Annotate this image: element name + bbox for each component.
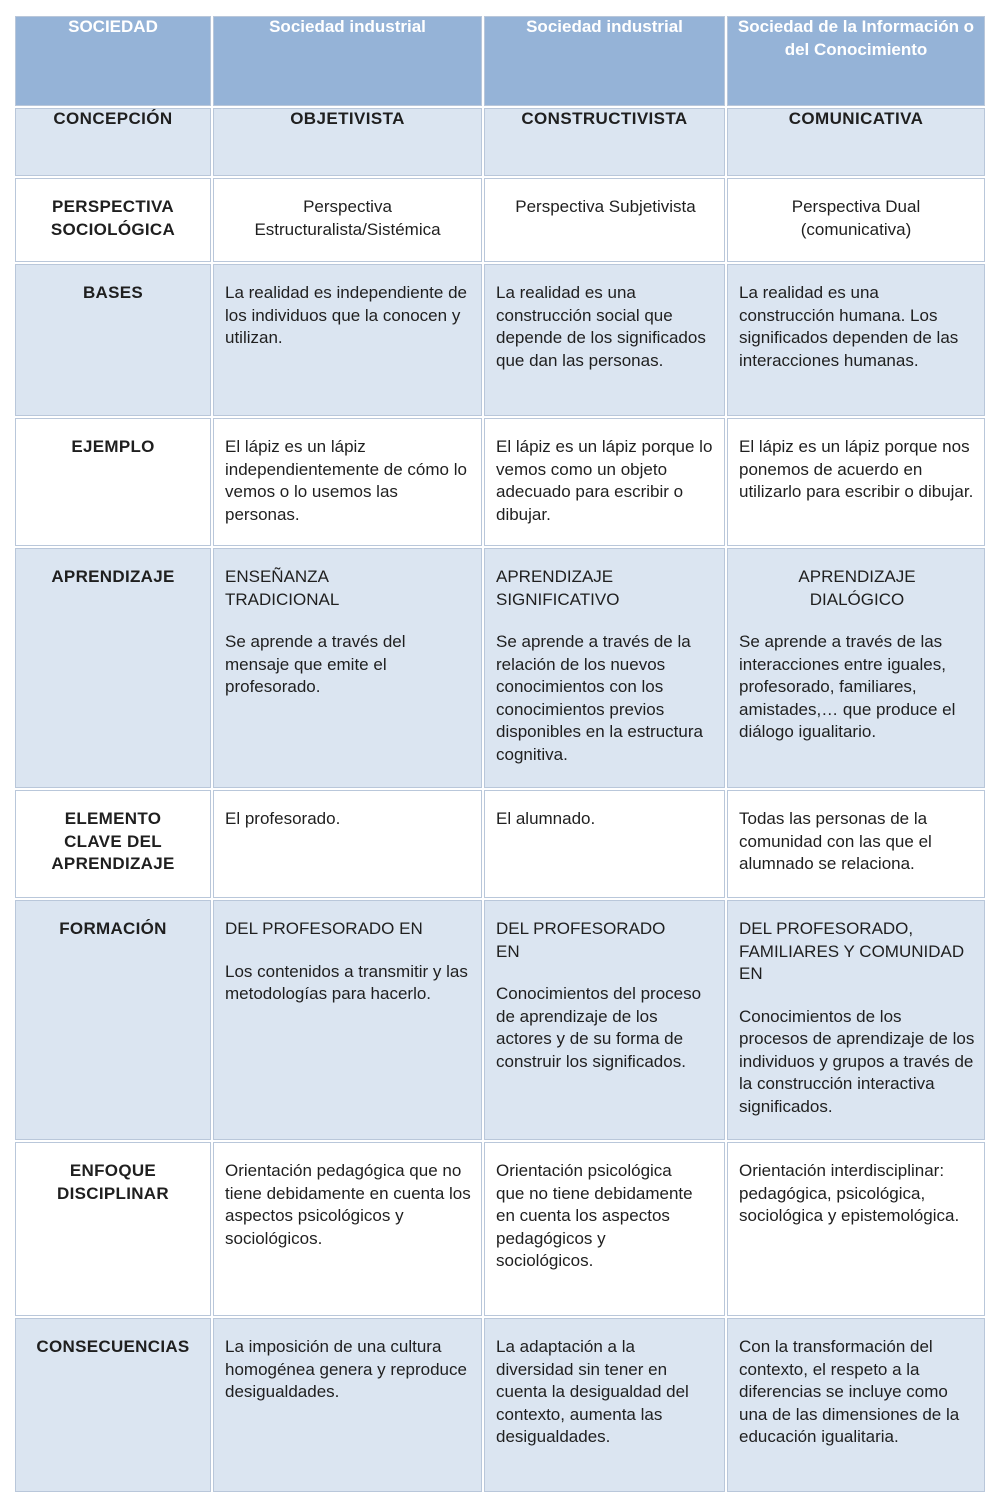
cell-bases-2: La realidad es una construcción social que depende de los significados que dan las personas. [483, 263, 726, 417]
cell-concepcion-constructivista: CONSTRUCTIVISTA [483, 107, 726, 177]
row-aprendizaje [14, 547, 986, 789]
cell-elemento-1: El profesorado. [212, 789, 483, 899]
cell-aprendizaje-1 [212, 547, 483, 789]
row-perspectiva [14, 177, 986, 263]
comparison-table [13, 14, 987, 1494]
header-sociedad-informacion: Sociedad de la Información o del Conocimiento [726, 15, 986, 107]
row-label-elemento: ELEMENTO CLAVE DEL APRENDIZAJE [14, 789, 212, 899]
row-label-consecuencias: CONSECUENCIAS [14, 1317, 212, 1493]
cell-consecuencias-3: Con la transformación del contexto, el respeto a la diferencias se incluye como una de las dimensiones de la educación igualitaria. [726, 1317, 986, 1493]
cell-enfoque-2: Orientación psicológica que no tiene debidamente en cuenta los aspectos pedagógicos y sociológicos. [483, 1141, 726, 1317]
row-label-concepcion: CONCEPCIÓN [14, 107, 212, 177]
row-label-bases: BASES [14, 263, 212, 417]
row-label-enfoque: ENFOQUE DISCIPLINAR [14, 1141, 212, 1317]
cell-aprendizaje-2 [483, 547, 726, 789]
aprendizaje-body-3: Se aprende a través de las interacciones entre iguales, profesorado, familiares, amistades,… que produce el diálogo igualitario. [739, 632, 956, 741]
cell-perspectiva-2: Perspectiva Subjetivista [483, 177, 726, 263]
aprendizaje-title-1: ENSEÑANZA TRADICIONAL [225, 567, 340, 609]
cell-aprendizaje-3 [726, 547, 986, 789]
row-label-aprendizaje: APRENDIZAJE [14, 547, 212, 789]
cell-consecuencias-2: La adaptación a la diversidad sin tener en cuenta la desigualdad del contexto, aumenta las desigualdades. [483, 1317, 726, 1493]
cell-perspectiva-1: Perspectiva Estructuralista/Sistémica [212, 177, 483, 263]
header-sociedad-industrial-1: Sociedad industrial [212, 15, 483, 107]
cell-ejemplo-1: El lápiz es un lápiz independientemente de cómo lo vemos o lo usemos las personas. [212, 417, 483, 547]
row-label-perspectiva: PERSPECTIVA SOCIOLÓGICA [14, 177, 212, 263]
row-consecuencias [14, 1317, 986, 1493]
cell-bases-3: La realidad es una construcción humana. Los significados dependen de las interacciones humanas. [726, 263, 986, 417]
cell-enfoque-3: Orientación interdisciplinar: pedagógica, psicológica, sociológica y epistemológica. [726, 1141, 986, 1317]
formacion-body-1: Los contenidos a transmitir y las metodologías para hacerlo. [225, 961, 468, 1003]
cell-elemento-3: Todas las personas de la comunidad con las que el alumnado se relaciona. [726, 789, 986, 899]
cell-formacion-2 [483, 899, 726, 1141]
row-bases [14, 263, 986, 417]
formacion-title-1: DEL PROFESORADO EN [225, 919, 423, 938]
row-formacion [14, 899, 986, 1141]
formacion-body-2: Conocimientos del proceso de aprendizaje de los actores y de su forma de construir los significados. [496, 984, 702, 1071]
cell-formacion-3 [726, 899, 986, 1141]
aprendizaje-body-2: Se aprende a través de la relación de los nuevos conocimientos con los conocimientos previos disponibles en la estructura cognitiva. [496, 632, 703, 764]
row-elemento [14, 789, 986, 899]
row-label-formacion: FORMACIÓN [14, 899, 212, 1141]
formacion-title-2: DEL PROFESORADO EN [496, 919, 666, 961]
header-sociedad-industrial-2: Sociedad industrial [483, 15, 726, 107]
header-row [14, 15, 986, 107]
cell-consecuencias-1: La imposición de una cultura homogénea genera y reproduce desigualdades. [212, 1317, 483, 1493]
cell-concepcion-comunicativa: COMUNICATIVA [726, 107, 986, 177]
row-label-ejemplo: EJEMPLO [14, 417, 212, 547]
cell-ejemplo-2: El lápiz es un lápiz porque lo vemos como un objeto adecuado para escribir o dibujar. [483, 417, 726, 547]
cell-bases-1: La realidad es independiente de los individuos que la conocen y utilizan. [212, 263, 483, 417]
formacion-body-3: Conocimientos de los procesos de aprendizaje de los individuos y grupos a través de la construcción interactiva significados. [739, 1006, 975, 1116]
formacion-title-3: DEL PROFESORADO, FAMILIARES Y COMUNIDAD EN [739, 919, 965, 983]
aprendizaje-title-2: APRENDIZAJE SIGNIFICATIVO [496, 567, 620, 609]
cell-elemento-2: El alumnado. [483, 789, 726, 899]
cell-formacion-1 [212, 899, 483, 1141]
row-enfoque [14, 1141, 986, 1317]
row-ejemplo [14, 417, 986, 547]
aprendizaje-body-1: Se aprende a través del mensaje que emite el profesorado. [225, 632, 406, 696]
aprendizaje-title-3: APRENDIZAJE DIALÓGICO [798, 567, 916, 609]
cell-perspectiva-3: Perspectiva Dual (comunicativa) [726, 177, 986, 263]
header-sociedad: SOCIEDAD [14, 15, 212, 107]
cell-ejemplo-3: El lápiz es un lápiz porque nos ponemos de acuerdo en utilizarlo para escribir o dibujar. [726, 417, 986, 547]
cell-enfoque-1: Orientación pedagógica que no tiene debidamente en cuenta los aspectos psicológicos y sociológicos. [212, 1141, 483, 1317]
cell-concepcion-objetivista: OBJETIVISTA [212, 107, 483, 177]
row-concepcion [14, 107, 986, 177]
